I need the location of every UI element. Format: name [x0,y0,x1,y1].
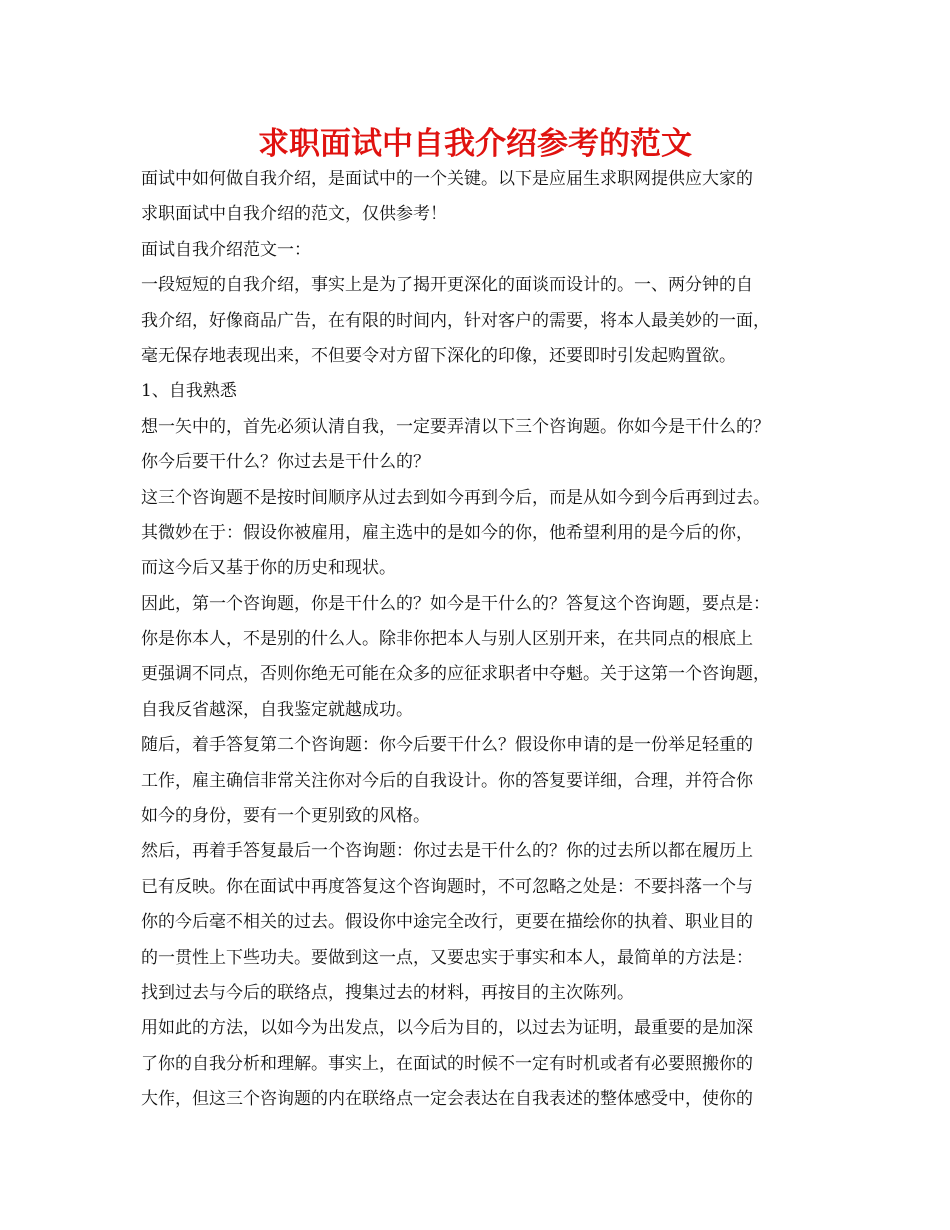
section-heading: 1、自我熟悉 [141,381,237,402]
text-line: 一段短短的自我介绍，事实上是为了揭开更深化的面谈而设计的。一、两分钟的自 [141,275,753,296]
text-line: 其微妙在于：假设你被雇用，雇主选中的是如今的你，他希望利用的是今后的你， [141,522,753,543]
text-line: 你今后要干什么？你过去是干什么的？ [141,452,430,473]
text-line: 因此，第一个咨询题，你是干什么的？如今是干什么的？答复这个咨询题，要点是： [141,593,770,614]
text-line: 随后，着手答复第二个咨询题：你今后要干什么？假设你申请的是一份举足轻重的 [141,735,753,756]
text-line: 这三个咨询题不是按时间顺序从过去到如今再到今后，而是从如今到今后再到过去。 [141,487,770,508]
document-body [141,162,831,1118]
text-line: 然后，再着手答复最后一个咨询题：你过去是干什么的？你的过去所以都在履历上 [141,841,753,862]
text-line: 找到过去与今后的联络点，搜集过去的材料，再按目的主次陈列。 [141,982,634,1003]
text-line: 而这今后又基于你的历史和现状。 [141,558,396,579]
text-line: 毫无保存地表现出来，不但要令对方留下深化的印像，还要即时引发起购置欲。 [141,345,736,366]
text-line: 大作，但这三个咨询题的内在联络点一定会表达在自我表述的整体感受中，使你的 [141,1089,753,1110]
text-line: 想一矢中的，首先必须认清自我，一定要弄清以下三个咨询题。你如今是干什么的？ [141,416,770,437]
text-line: 已有反映。你在面试中再度答复这个咨询题时，不可忽略之处是：不要抖落一个与 [141,876,753,897]
text-line: 我介绍，好像商品广告，在有限的时间内，针对客户的需要，将本人最美妙的一面， [141,310,770,331]
document-title: 求职面试中自我介绍参考的范文 [258,126,692,162]
text-line: 你是你本人，不是别的什么人。除非你把本人与别人区别开来，在共同点的根底上 [141,629,753,650]
text-line: 求职面试中自我介绍的范文，仅供参考！ [141,204,447,225]
text-line: 用如此的方法，以如今为出发点，以今后为目的，以过去为证明，最重要的是加深 [141,1018,753,1039]
text-line: 更强调不同点，否则你绝无可能在众多的应征求职者中夺魁。关于这第一个咨询题， [141,664,770,685]
text-line: 如今的身份，要有一个更别致的风格。 [141,806,430,827]
text-line: 自我反省越深，自我鉴定就越成功。 [141,699,413,720]
text-line: 面试中如何做自我介绍，是面试中的一个关键。以下是应届生求职网提供应大家的 [141,169,753,189]
text-line: 工作，雇主确信非常关注你对今后的自我设计。你的答复要详细，合理，并符合你 [141,770,753,791]
text-line: 了你的自我分析和理解。事实上，在面试的时候不一定有时机或者有必要照搬你的 [141,1053,753,1074]
text-line: 的一贯性上下些功夫。要做到这一点，又要忠实于事实和本人，最简单的方法是： [141,947,753,968]
text-line: 你的今后毫不相关的过去。假设你中途完全改行，更要在描绘你的执着、职业目的 [141,912,753,933]
section-heading: 面试自我介绍范文一： [141,239,311,260]
